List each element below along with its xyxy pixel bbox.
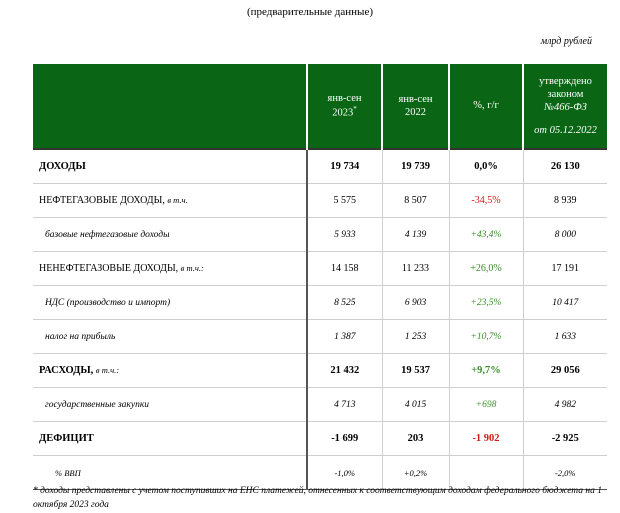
value-jan-sep-2023: 1 387 <box>307 320 382 354</box>
row-label: ДЕФИЦИТ <box>33 422 307 456</box>
row-label: ДОХОДЫ <box>33 149 307 184</box>
value-jan-sep-2023: 5 933 <box>307 218 382 252</box>
value-jan-sep-2023: -1 699 <box>307 422 382 456</box>
value-jan-sep-2023: 14 158 <box>307 252 382 286</box>
row-label-suffix: в т.ч. <box>167 195 188 205</box>
row-label: РАСХОДЫ, в т.ч.: <box>33 354 307 388</box>
value-jan-sep-2022: 203 <box>382 422 449 456</box>
value-jan-sep-2022: 11 233 <box>382 252 449 286</box>
value-yoy-percent: 0,0% <box>449 149 523 184</box>
budget-table <box>33 64 607 490</box>
value-jan-sep-2023: 21 432 <box>307 354 382 388</box>
value-jan-sep-2022: 4 139 <box>382 218 449 252</box>
value-approved-by-law: 10 417 <box>523 286 607 320</box>
row-label: налог на прибыль <box>33 320 307 354</box>
value-jan-sep-2022: 19 537 <box>382 354 449 388</box>
value-jan-sep-2022: 1 253 <box>382 320 449 354</box>
table-row <box>33 354 607 388</box>
header-label-column <box>33 64 307 149</box>
row-label-suffix: в т.ч.: <box>180 263 204 273</box>
row-label: НДС (производство и импорт) <box>33 286 307 320</box>
value-jan-sep-2022: 4 015 <box>382 388 449 422</box>
value-yoy-percent: -1 902 <box>449 422 523 456</box>
value-approved-by-law: 8 939 <box>523 184 607 218</box>
value-yoy-percent: -34,5% <box>449 184 523 218</box>
value-yoy-percent: +698 <box>449 388 523 422</box>
value-approved-by-law: 4 982 <box>523 388 607 422</box>
value-jan-sep-2022: 6 903 <box>382 286 449 320</box>
value-approved-by-law: 1 633 <box>523 320 607 354</box>
table-row <box>33 422 607 456</box>
table-header-row <box>33 64 607 149</box>
value-jan-sep-2022: 19 739 <box>382 149 449 184</box>
value-approved-by-law: 29 056 <box>523 354 607 388</box>
report-subtitle: (предварительные данные) <box>247 6 373 18</box>
table-row <box>33 388 607 422</box>
footnote: * доходы представлены с учетом поступивших на ЕНС платежей, отнесенных к соответствующим доходам федерального бюджета на 1 октября 2023 года <box>33 486 602 510</box>
value-approved-by-law: -2,0% <box>523 456 607 490</box>
table-row <box>33 286 607 320</box>
table-row <box>33 149 607 184</box>
row-label: НЕФТЕГАЗОВЫЕ ДОХОДЫ, в т.ч. <box>33 184 307 218</box>
value-approved-by-law: 17 191 <box>523 252 607 286</box>
value-approved-by-law: 8 000 <box>523 218 607 252</box>
value-jan-sep-2023: 5 575 <box>307 184 382 218</box>
header-jan-sep-2022: янв-сен 2022 <box>382 64 449 149</box>
value-yoy-percent: +43,4% <box>449 218 523 252</box>
row-label: государственные закупки <box>33 388 307 422</box>
table-row <box>33 320 607 354</box>
row-label-suffix: в т.ч.: <box>95 365 120 375</box>
value-jan-sep-2023: 19 734 <box>307 149 382 184</box>
value-jan-sep-2022: +0,2% <box>382 456 449 490</box>
value-jan-sep-2023: 4 713 <box>307 388 382 422</box>
header-jan-sep-2023: янв-сен 2023* <box>307 64 382 149</box>
value-yoy-percent: +23,5% <box>449 286 523 320</box>
units-label: млрд рублей <box>540 36 592 47</box>
value-jan-sep-2022: 8 507 <box>382 184 449 218</box>
value-approved-by-law: 26 130 <box>523 149 607 184</box>
header-approved-by-law: утверждено законом №466-ФЗ от 05.12.2022 <box>523 64 607 149</box>
header-yoy-percent: %, г/г <box>449 64 523 149</box>
value-yoy-percent: +10,7% <box>449 320 523 354</box>
row-label: базовые нефтегазовые доходы <box>33 218 307 252</box>
value-yoy-percent: +26,0% <box>449 252 523 286</box>
value-jan-sep-2023: 8 525 <box>307 286 382 320</box>
table-row <box>33 218 607 252</box>
value-jan-sep-2023: -1,0% <box>307 456 382 490</box>
table-row <box>33 184 607 218</box>
value-approved-by-law: -2 925 <box>523 422 607 456</box>
table-row <box>33 252 607 286</box>
row-label: НЕНЕФТЕГАЗОВЫЕ ДОХОДЫ, в т.ч.: <box>33 252 307 286</box>
value-yoy-percent: +9,7% <box>449 354 523 388</box>
row-label: % ВВП <box>33 456 307 490</box>
